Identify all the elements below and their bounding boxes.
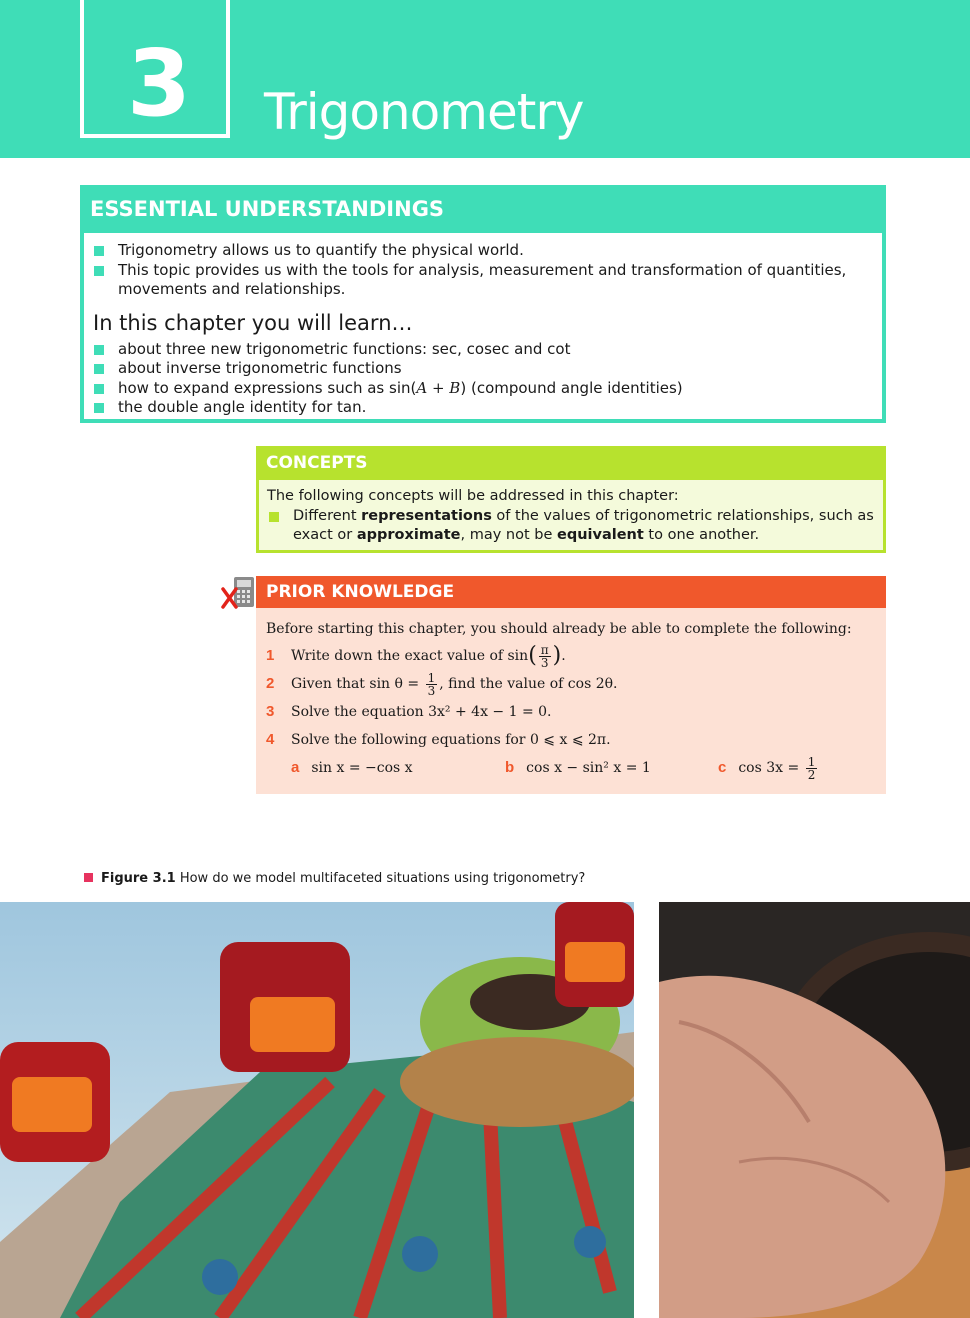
list-item: Trigonometry allows us to quantify the physical world. [84, 241, 882, 261]
guitar-hand-photo [659, 902, 970, 1318]
list-item: Different representations of the values of trigonometric relationships, such as exact or approximate, may not be equivalent to one another. [267, 507, 875, 546]
calculator-crossed-icon [220, 576, 256, 610]
concepts-box [256, 446, 886, 553]
chapter-header [0, 0, 970, 158]
list-item: how to expand expressions such as sin(A + B) (compound angle identities) [84, 379, 882, 399]
list-item: This topic provides us with the tools for analysis, measurement and transformation of quantities, movements and relationships. [84, 261, 882, 300]
concepts-heading: CONCEPTS [256, 446, 886, 480]
concepts-intro: The following concepts will be addressed in this chapter: [267, 488, 679, 504]
chapter-number: 3 [126, 30, 191, 137]
question-4a: a sin x = −cos x [291, 759, 413, 776]
bullet-icon [94, 266, 104, 276]
essential-understandings-box [80, 185, 886, 423]
figure-caption: Figure 3.1 How do we model multifaceted situations using trigonometry? [84, 870, 585, 888]
list-item: about three new trigonometric functions: sec, cosec and cot [84, 340, 882, 360]
question-4c: c cos 3x = $\frac{1}{2}$ [718, 754, 816, 782]
prior-intro: Before starting this chapter, you should already be able to complete the following: [266, 621, 852, 637]
bullet-icon [94, 345, 104, 355]
question-2: 2 Given that sin θ = $\frac{1}{3}$ , find the value of cos 2θ. [266, 670, 618, 698]
question-3: 3 Solve the equation 3x² + 4x − 1 = 0. [266, 703, 552, 720]
bullet-icon [94, 403, 104, 413]
question-1: 1 Write down the exact value of sin( $\frac{\pi}{3}$ ). [266, 642, 566, 670]
bullet-icon [94, 384, 104, 394]
question-4-parts [266, 754, 876, 782]
chapter-number-box [80, 0, 230, 138]
list-item: the double angle identity for tan. [84, 398, 882, 418]
prior-knowledge-box [256, 576, 886, 794]
essential-understandings-heading: ESSENTIAL UNDERSTANDINGS [80, 185, 886, 233]
question-4b: b cos x − sin² x = 1 [505, 759, 651, 776]
list-item: about inverse trigonometric functions [84, 359, 882, 379]
prior-knowledge-heading: PRIOR KNOWLEDGE [256, 576, 886, 608]
learn-list [84, 340, 882, 418]
bullet-icon [94, 364, 104, 374]
question-4: 4 Solve the following equations for 0 ⩽ x ⩽ 2π. [266, 731, 611, 748]
funfair-ride-photo [0, 902, 634, 1318]
learn-heading: In this chapter you will learn… [93, 310, 413, 335]
bullet-icon [94, 246, 104, 256]
essential-list [84, 241, 882, 300]
chapter-title: Trigonometry [264, 83, 584, 141]
bullet-icon [269, 512, 279, 522]
caption-square-icon [84, 873, 93, 882]
